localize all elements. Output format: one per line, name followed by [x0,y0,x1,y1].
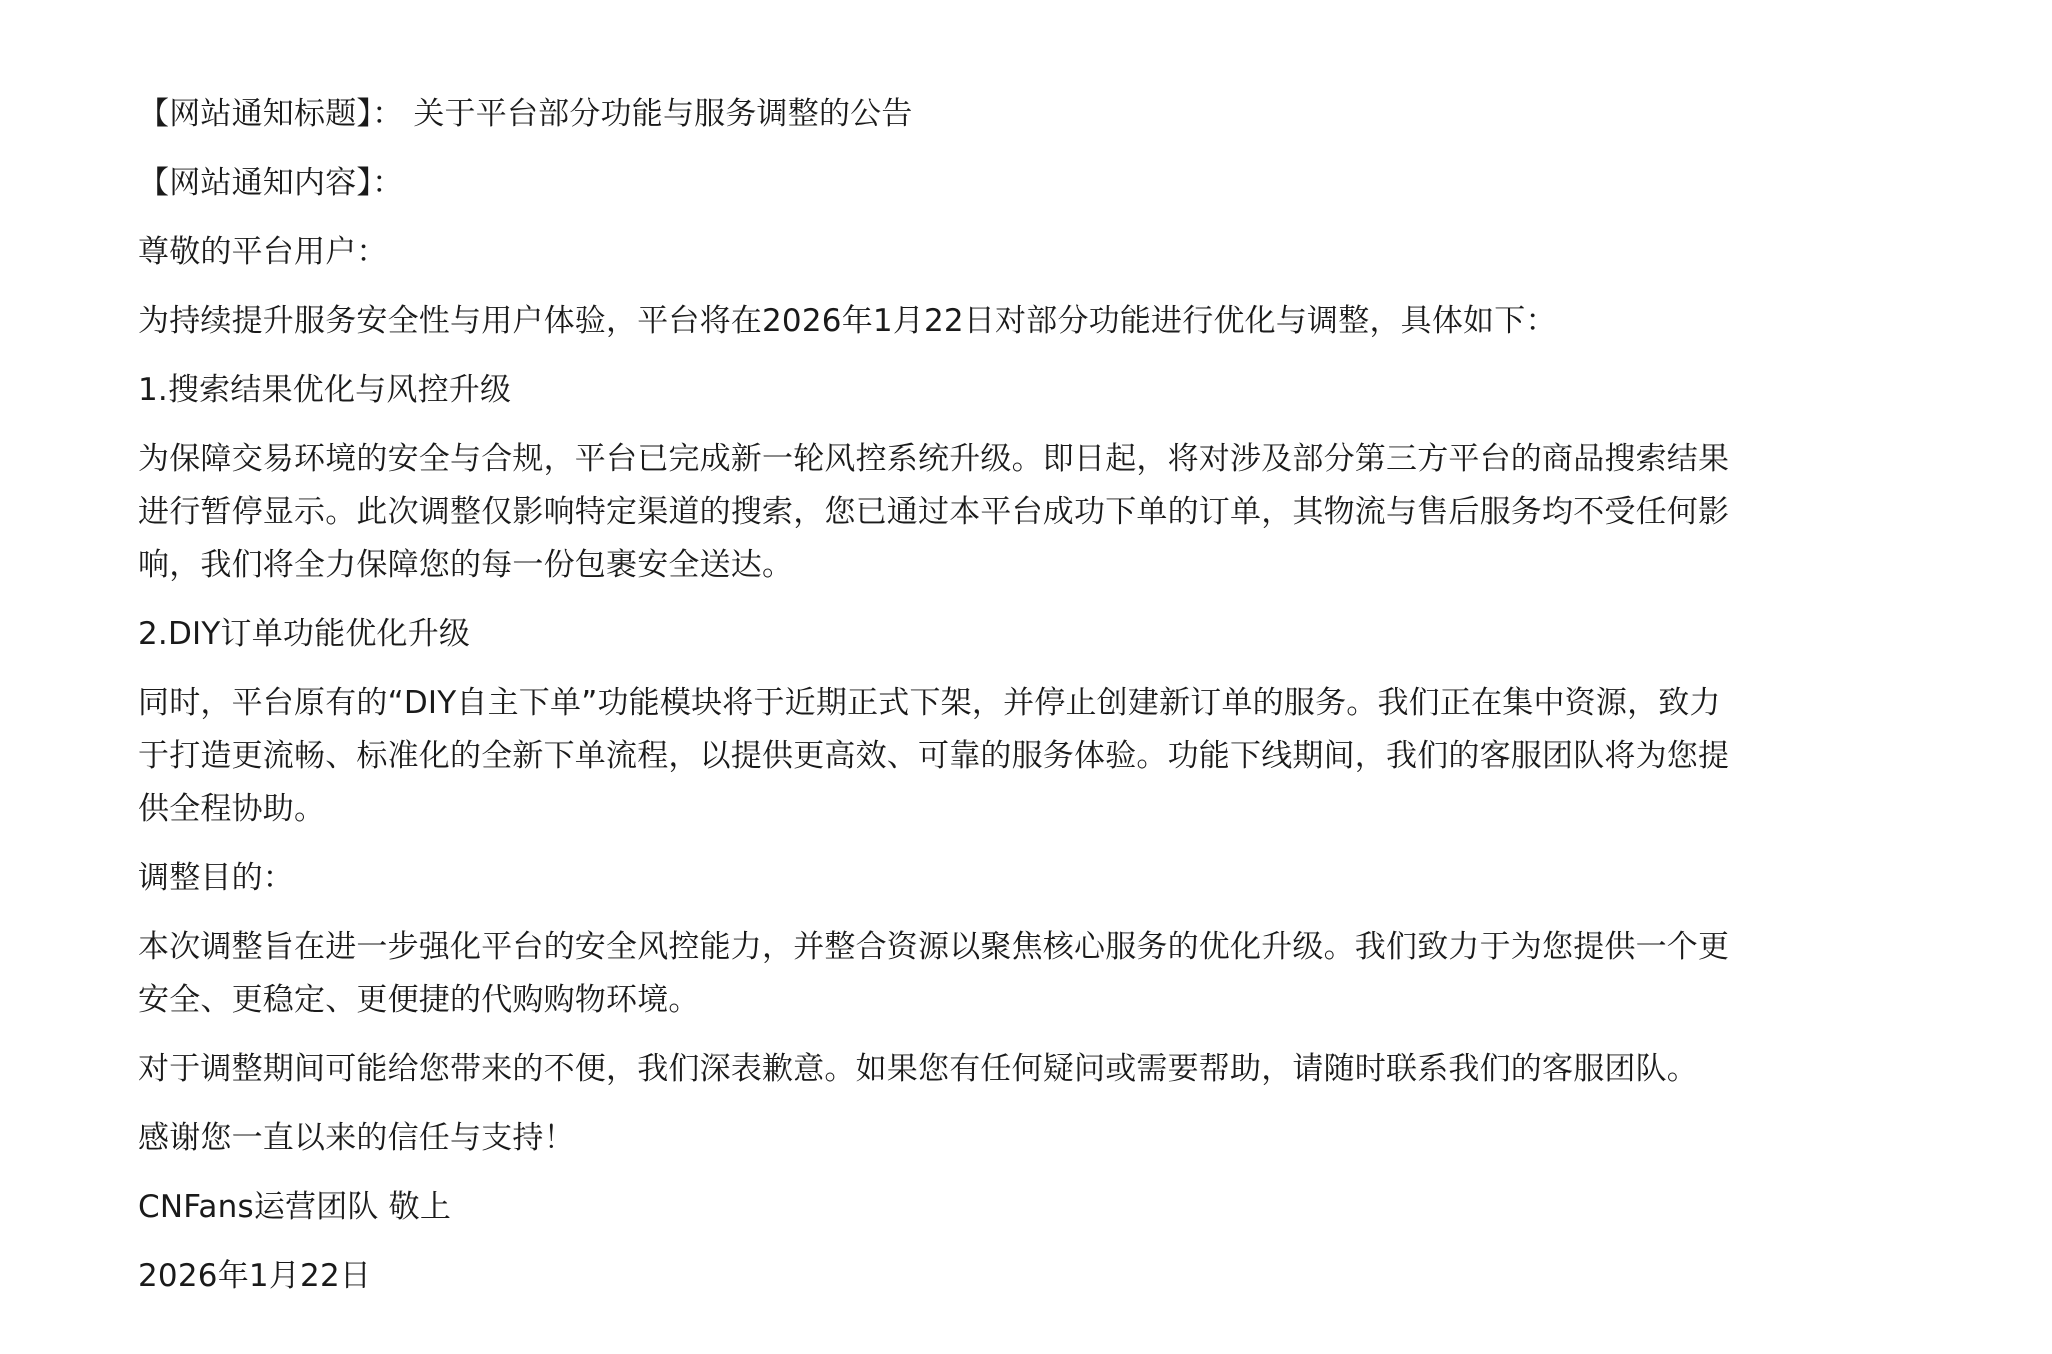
section2-line: 同时，平台原有的“DIY自主下单”功能模块将于近期正式下架，并停止创建新订单的服务。我们正在集中资源，致力 [138,685,1721,721]
purpose-body [138,921,1788,1027]
purpose-heading: 调整目的： [138,860,294,896]
greeting: 尊敬的平台用户： [138,234,388,270]
notice-title-line: 【网站通知标题】： 关于平台部分功能与服务调整的公告 [138,96,913,132]
date-line: 2026年1月22日 [138,1258,372,1294]
purpose-line: 本次调整旨在进一步强化平台的安全风控能力，并整合资源以聚焦核心服务的优化升级。我们致力于为您提供一个更 [138,929,1730,965]
section1-line: 进行暂停显示。此次调整仅影响特定渠道的搜索，您已通过本平台成功下单的订单，其物流与售后服务均不受任何影 [138,494,1730,530]
section1-line: 为保障交易环境的安全与合规，平台已完成新一轮风控系统升级。即日起，将对涉及部分第三方平台的商品搜索结果 [138,441,1730,477]
section2-heading: 2.DIY订单功能优化升级 [138,616,471,652]
section1-body [138,433,1788,592]
notice-document [138,88,1788,1303]
apology-paragraph: 对于调整期间可能给您带来的不便，我们深表歉意。如果您有任何疑问或需要帮助，请随时联系我们的客服团队。 [138,1051,1698,1087]
section1-heading: 1.搜索结果优化与风控升级 [138,372,512,408]
section2-body [138,677,1788,836]
intro-paragraph: 为持续提升服务安全性与用户体验，平台将在2026年1月22日对部分功能进行优化与调整，具体如下： [138,303,1557,339]
section2-line: 供全程协助。 [138,791,326,827]
section1-line: 响，我们将全力保障您的每一份包裹安全送达。 [138,547,794,583]
section2-line: 于打造更流畅、标准化的全新下单流程，以提供更高效、可靠的服务体验。功能下线期间，我们的客服团队将为您提 [138,738,1730,774]
thanks-line: 感谢您一直以来的信任与支持！ [138,1120,575,1156]
signature-line: CNFans运营团队 敬上 [138,1189,452,1225]
purpose-line: 安全、更稳定、更便捷的代购购物环境。 [138,982,700,1018]
notice-content-label: 【网站通知内容】： [138,165,404,201]
